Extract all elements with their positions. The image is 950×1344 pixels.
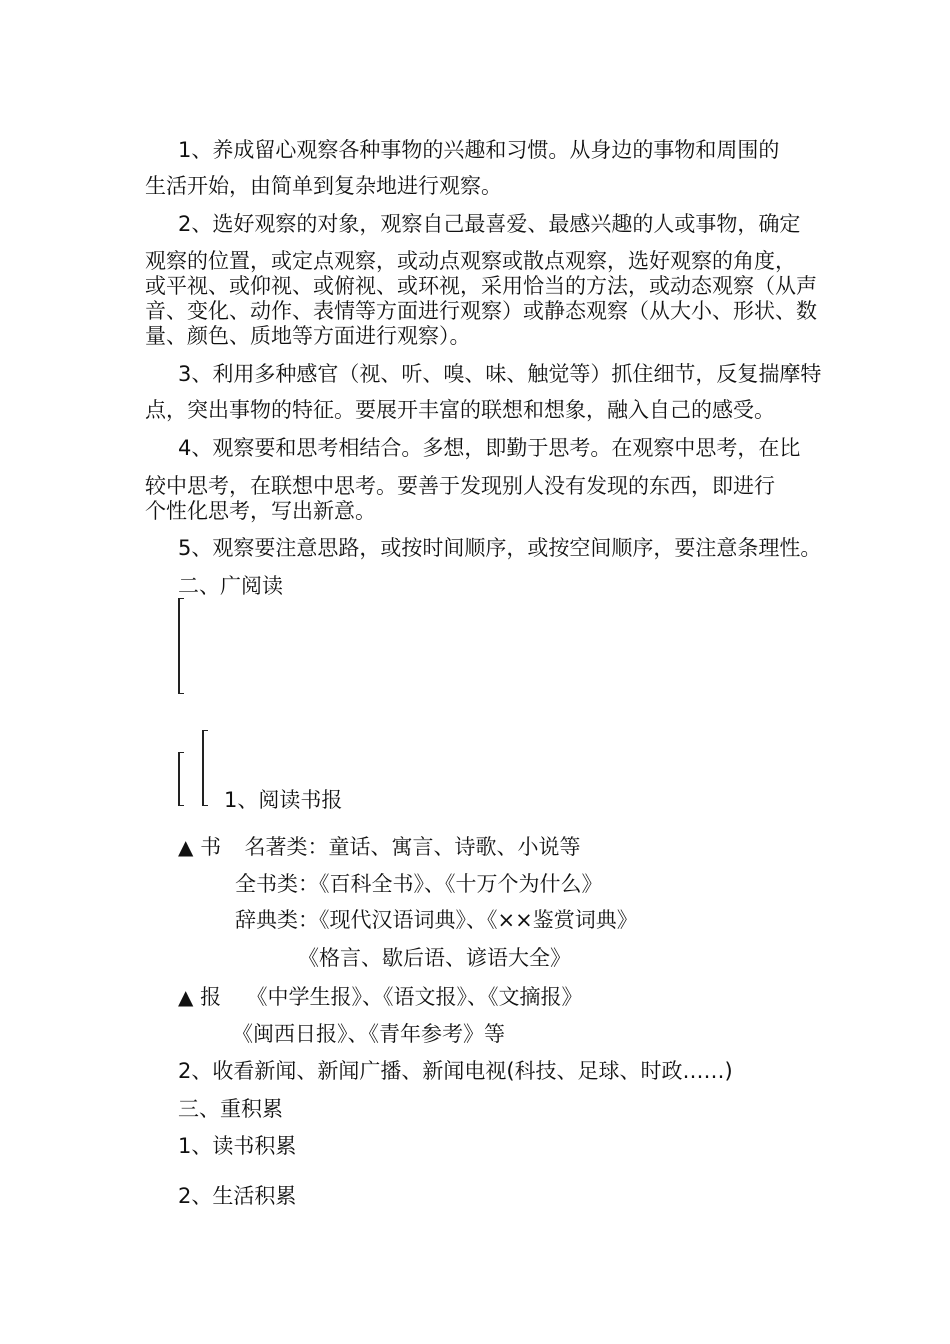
para-2-line-1: 2、选好观察的对象，观察自己最喜爱、最感兴趣的人或事物，确定 [178,212,801,236]
reading-item-2: 2、收看新闻、新闻广播、新闻电视(科技、足球、时政……) [178,1059,733,1083]
triangle-bullet-icon: ▲ [178,985,194,1009]
para-2-line-3: 或平视、或仰视、或俯视、或环视，采用恰当的方法，或动态观察（从声 [145,274,817,298]
bracket-decoration [202,730,208,806]
para-4-line-1: 4、观察要和思考相结合。多想，即勤于思考。在观察中思考，在比 [178,436,801,460]
bracket-decoration [178,598,184,694]
bracket-decoration [178,752,184,806]
para-1-line-1: 1、养成留心观察各种事物的兴趣和习惯。从身边的事物和周围的 [178,138,780,162]
book-dict: 辞典类：《现代汉语词典》、《××鉴赏词典》 [235,908,638,932]
para-4-line-3: 个性化思考，写出新意。 [145,499,376,523]
para-3-line-2: 点，突出事物的特征。要展开丰富的联想和想象，融入自己的感受。 [145,398,775,422]
para-3-line-1: 3、利用多种感官（视、听、嗅、味、触觉等）抓住细节，反复揣摩特 [178,362,822,386]
book-full: 全书类：《百科全书》、《十万个为什么》 [235,872,603,896]
book-famous: 名著类：童话、寓言、诗歌、小说等 [244,835,581,859]
para-4-line-2: 较中思考，在联想中思考。要善于发现别人没有发现的东西，即进行 [145,474,775,498]
book-label: 书 [200,835,222,859]
para-1-line-2: 生活开始，由简单到复杂地进行观察。 [145,174,502,198]
paper-line-2: 《闽西日报》、《青年参考》等 [232,1022,505,1046]
paper-line-1: 《中学生报》、《语文报》、《文摘报》 [246,985,583,1009]
para-5-line-1: 5、观察要注意思路，或按时间顺序，或按空间顺序，要注意条理性。 [178,536,822,560]
triangle-bullet-icon: ▲ [178,835,194,859]
book-row [178,833,580,861]
para-2-line-2: 观察的位置，或定点观察，或动点观察或散点观察，选好观察的角度， [145,249,796,273]
accumulate-item-1: 1、读书积累 [178,1134,297,1158]
para-2-line-5: 量、颜色、质地等方面进行观察）。 [145,324,471,348]
paper-label: 报 [200,985,222,1009]
section-3-heading: 三、重积累 [178,1097,283,1121]
accumulate-item-2: 2、生活积累 [178,1184,297,1208]
section-2-heading: 二、广阅读 [178,574,283,598]
paper-row [178,983,582,1011]
reading-item-1: 1、阅读书报 [224,788,343,812]
para-2-line-4: 音、变化、动作、表情等方面进行观察）或静态观察（从大小、形状、数 [145,299,817,323]
book-dict-2: 《格言、歇后语、谚语大全》 [298,946,571,970]
